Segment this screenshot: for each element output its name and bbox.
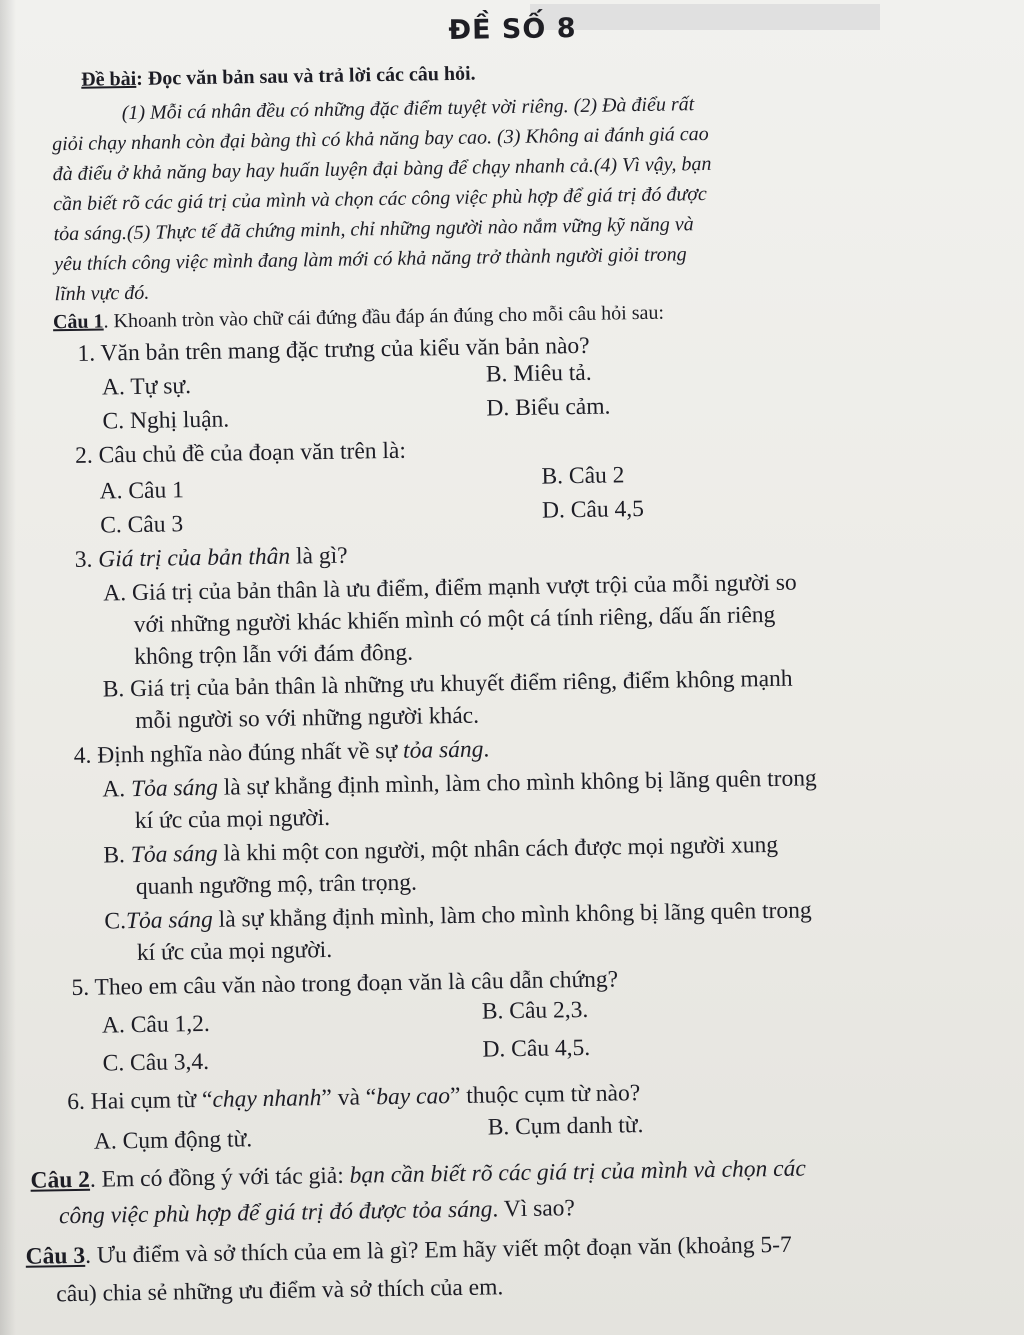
q4-prompt [74, 736, 490, 770]
question-2-label: Câu 2 [30, 1166, 91, 1194]
q4-option-b [103, 832, 778, 870]
q4-option-a [102, 765, 817, 803]
q1-option-b: B. Miêu tả. [485, 359, 592, 388]
question-3-cont: câu) chia sẻ những ưu điểm và sở thích của em. [56, 1274, 504, 1308]
q6-term-1: chạy nhanh [212, 1085, 322, 1113]
q2-option-d: D. Câu 4,5 [541, 495, 645, 524]
question-3-label: Câu 3 [25, 1242, 86, 1270]
q1-prompt: 1. Văn bản trên mang đặc trưng của kiểu văn bản nào? [77, 332, 590, 367]
passage-line: (1) Mỗi cá nhân đều có những đặc điểm tuyệt vời riêng. (2) Đà điểu rất [121, 93, 695, 125]
q6-text-3: ” thuộc cụm từ nào? [449, 1080, 641, 1110]
passage-line: cần biết rõ các giá trị của mình và chọn các công việc phù hợp để giá trị đó được [52, 182, 708, 216]
q4-option-a-term: Tỏa sáng [130, 774, 219, 803]
q4-tail: . [483, 736, 490, 763]
q4-option-b-cont: quanh ngưỡng mộ, trân trọng. [135, 869, 418, 901]
q6-option-a: A. Cụm động từ. [93, 1126, 253, 1155]
q3-option-b: B. Giá trị của bản thân là những ưu khuyết điểm riêng, điểm không mạnh [102, 665, 793, 703]
q3-number: 3. [74, 546, 99, 573]
q2-option-a: A. Câu 1 [99, 477, 185, 505]
q4-text: 4. Định nghĩa nào đúng nhất về sự [73, 737, 404, 769]
q5-option-a: A. Câu 1,2. [101, 1010, 210, 1039]
q1-option-c: C. Nghị luận. [102, 406, 230, 435]
q2-prompt: 2. Câu chủ đề của đoạn văn trên là: [74, 437, 407, 469]
q3-option-a-cont: với những người khác khiến mình có một cá tính riêng, dấu ấn riêng [133, 601, 776, 639]
q3-option-a-cont: không trộn lẫn với đám đông. [134, 639, 414, 671]
q4-option-a-prefix: A. [102, 776, 132, 803]
q4-term: tỏa sáng [402, 736, 484, 764]
q6-prompt [67, 1080, 640, 1116]
q5-option-c: C. Câu 3,4. [102, 1048, 210, 1077]
q6-term-2: bay cao [376, 1083, 451, 1111]
passage-line: đà điểu ở khả năng bay hay huấn luyện đại bàng để chạy nhanh cả.(4) Vì vậy, bạn [52, 152, 712, 186]
instruction-text: : Đọc văn bản sau và trả lời các câu hỏi. [136, 62, 476, 90]
q3-tail: là gì? [289, 542, 348, 570]
q3-option-b-cont: mỗi người so với những người khác. [135, 702, 480, 735]
q6-option-b: B. Cụm danh từ. [487, 1112, 644, 1141]
question-2-quote-cont: công việc phù hợp để giá trị đó được tỏa sáng [58, 1196, 493, 1230]
question-1-text: . Khoanh tròn vào chữ cái đứng đầu đáp án đúng cho mỗi câu hỏi sau: [103, 301, 665, 333]
q5-option-b: B. Câu 2,3. [481, 996, 589, 1025]
q4-option-c [104, 897, 812, 935]
question-2-cont [59, 1195, 575, 1230]
question-1-heading [53, 302, 664, 335]
exam-title: ĐỀ SỐ 8 [448, 12, 577, 47]
q6-text-1: 6. Hai cụm từ “ [67, 1086, 213, 1116]
question-2 [30, 1156, 806, 1195]
q3-option-a: A. Giá trị của bản thân là ưu điểm, điểm mạnh vượt trội của mỗi người so [103, 569, 797, 607]
q5-option-d: D. Câu 4,5. [482, 1034, 591, 1063]
question-2-text: . Em có đồng ý với tác giả: [89, 1162, 350, 1193]
question-3 [25, 1232, 792, 1271]
q4-option-a-cont: kí ức của mọi người. [134, 804, 331, 835]
instruction-line [81, 63, 476, 92]
q3-term: Giá trị của bản thân [98, 543, 291, 573]
q2-option-b: B. Câu 2 [541, 462, 625, 490]
q4-option-b-prefix: B. [103, 842, 132, 869]
q4-option-c-cont: kí ức của mọi người. [136, 936, 333, 967]
q3-prompt [75, 543, 348, 574]
q1-option-a: A. Tự sự. [101, 373, 192, 401]
question-2-tail: . Vì sao? [492, 1195, 576, 1223]
instruction-label: Đề bài [81, 67, 137, 91]
passage-line: lĩnh vực đó. [54, 281, 150, 306]
passage-line: tỏa sáng.(5) Thực tế đã chứng minh, chỉ những người nào nắm vững kỹ năng và [53, 213, 694, 246]
question-3-text: . Ưu điểm và sở thích của em là gì? Em hãy viết một đoạn văn (khoảng 5-7 [84, 1231, 792, 1269]
question-2-quote: bạn cần biết rõ các giá trị của mình và chọn các [349, 1155, 806, 1189]
q1-option-d: D. Biểu cảm. [486, 393, 611, 422]
q6-text-2: ” và “ [321, 1084, 377, 1112]
question-1-label: Câu 1 [52, 310, 104, 334]
q2-option-c: C. Câu 3 [99, 511, 184, 539]
q4-option-b-term: Tỏa sáng [130, 840, 218, 869]
q4-option-b-text: là khi một con người, một nhân cách được mọi người xung [217, 831, 779, 867]
q4-option-c-term: Tỏa sáng [125, 906, 214, 935]
passage-line: yêu thích công việc mình đang làm mới có khả năng trở thành người giỏi trong [53, 243, 687, 276]
q4-option-c-prefix: C. [104, 908, 127, 935]
q5-prompt: 5. Theo em câu văn nào trong đoạn văn là câu dẫn chứng? [71, 966, 619, 1002]
q4-option-a-text: là sự khẳng định mình, làm cho mình không bị lãng quên trong [217, 765, 817, 801]
q4-option-c-text: là sự khẳng định mình, làm cho mình không bị lãng quên trong [212, 897, 812, 933]
passage-line: giỏi chạy nhanh còn đại bàng thì có khả năng bay cao. (3) Không ai đánh giá cao [52, 122, 709, 156]
